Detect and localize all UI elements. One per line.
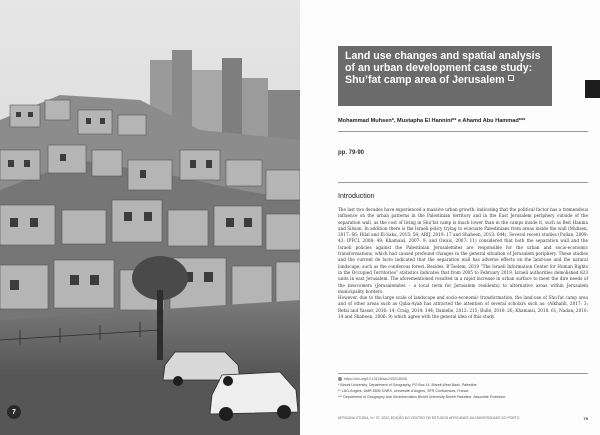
footnote: * Birzeit University, Department of Geography, PO Box 14, Birzeit West Bank, Palestine. xyxy=(338,383,478,387)
footnote: ** LAO-Angers, UMR 6590 CNRS, Université d’Angers, SFR Confluences, France. xyxy=(338,389,470,393)
footnote: *** Department of Geography and Geoinformatics Birzeit University Birzeit Palestine. Associate Professor. xyxy=(338,395,506,399)
author-list: Mohammad Muhsen*, Mustapha El Hannini** e Ahamd Abu Hammad*** xyxy=(338,118,526,124)
doi-icon xyxy=(338,377,342,381)
divider xyxy=(338,131,588,132)
open-access-icon xyxy=(508,75,514,81)
page-footer xyxy=(338,416,588,420)
article-page xyxy=(300,0,600,435)
footnotes xyxy=(338,376,588,400)
paragraph: The last two decades have experienced a massive urban growth, indicating that the political factor has a tremendous influence on the urban patterns in the Palestinian territory and in the East Jerusalem periphery outside of the separation wall, as the cost of living in Shu’fat camp is much lower than in the camps inside it, such as Beit Hanina and Silwan. In addition there is the Israeli policy trying to evacuate Palestinians from areas inside the wall (Muhsen, 2017: 66; Hilal and El-Saka, 2015: 58; ARIJ, 2019: 17 and Shaheen, 2013: 644). Several recent studies (Pullan, 2009: 43; IPFCI, 2008: 49; Khamaisi, 2007: 9; and Owais, 2007: 11) considered that both the separation wall and the Israeli policies against the Palestinian Jerusalemites are responsible for the urban and socio-economic transformations, which had caused profound changes in the general situation of Jerusalem periphery. These studies and the current de facto indicated that the separation wall has adverse effects on the land-use and the natural landscape, such as the coniferous forest. Besides, B’Tselem, 2019 “The Israeli Information Center for Human Rights in the Occupied Territories” statistics indicates that from 2005 to February 2019, Israeli authorities demolished 823 units in east Jerusalem. The aforementioned resulted in a rapid increase in urban surface to meet the dire needs of the newcomers (Jerusalemites – a local term for Jerusalem residents) to alternative areas within Jerusalem municipality borders. xyxy=(338,207,588,294)
section-heading: Introduction xyxy=(338,193,375,200)
body-text xyxy=(338,207,588,320)
section-tab-marker xyxy=(585,80,600,98)
left-page-number: 7 xyxy=(7,405,21,419)
article-title: Land use changes and spatial analysis of an urban development case study: Shu’fat camp area of Jerusalem xyxy=(345,50,541,87)
page-range: pp. 79-90 xyxy=(338,150,365,156)
doi-line[interactable]: https://doi.org/10.13128/aa-2432/18026 xyxy=(338,376,588,382)
title-box xyxy=(338,46,552,106)
footnote-divider xyxy=(338,373,588,374)
page-number: 79 xyxy=(583,415,588,421)
divider xyxy=(338,182,588,183)
paragraph: However, due to the large scale of landscape and socio-economic transformation, the land-use of Shu’fat camp area and of other areas such as Qalia-Ayab has attracted the attention of several scholars such as: (Alkhalili, 2017: 3; Refai and Yasser, 2016: 14; Craig, 2014: 144; Danielle, 2012: 215; Bulle, 2010: 26; Khamaisi, 2010: 61; Nadan; 2010: 14 and Shaheen, 2006: 9) which agree with the general idea of this study. xyxy=(338,295,588,320)
journal-name: AFRICANA STUDIA, N.º 37, 2022, EDIÇÃO DO CENTRO DE ESTUDOS AFRICANOS DA UNIVERSIDADE DO PORTO xyxy=(338,416,520,420)
